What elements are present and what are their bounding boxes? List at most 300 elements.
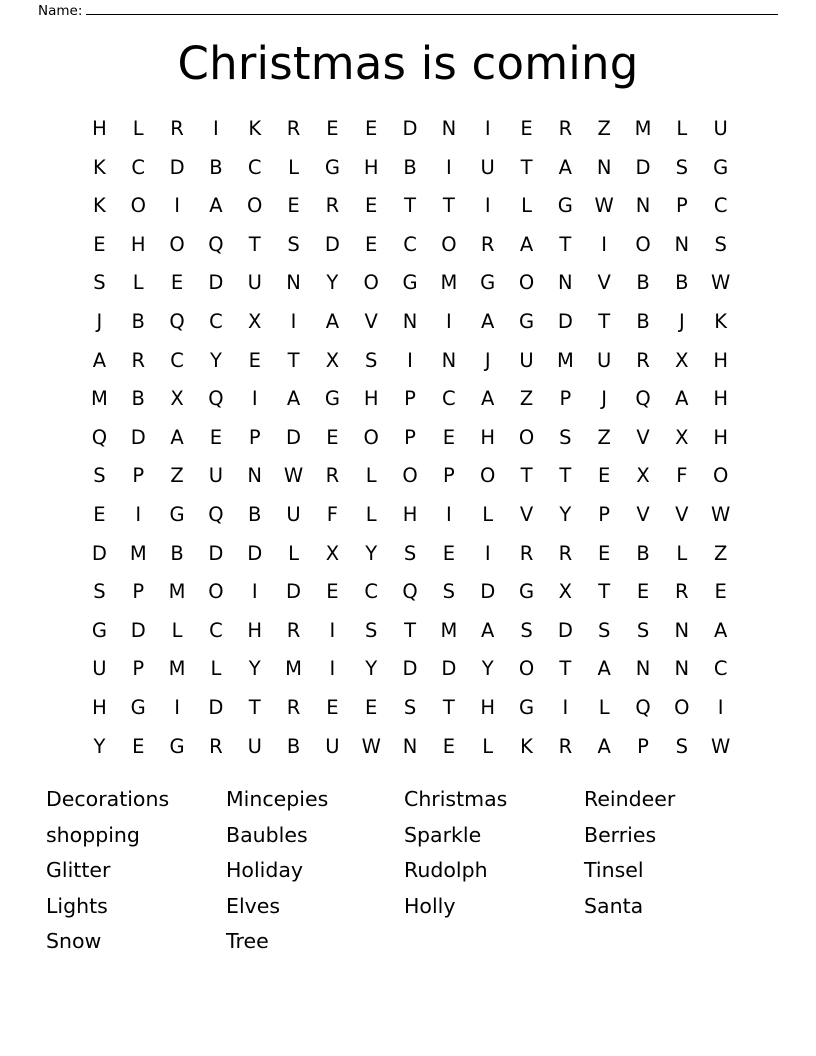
grid-cell[interactable]: D — [480, 580, 496, 604]
grid-cell[interactable]: S — [520, 618, 533, 642]
grid-cell[interactable]: L — [521, 194, 532, 218]
word-list-item[interactable]: Sparkle — [404, 822, 482, 847]
word-list-item[interactable]: Tree — [226, 929, 269, 954]
grid-cell[interactable]: P — [132, 657, 145, 681]
grid-cell[interactable]: E — [365, 194, 378, 218]
grid-cell[interactable]: Y — [326, 271, 339, 295]
grid-cell[interactable]: S — [93, 464, 106, 488]
grid-cell[interactable]: G — [324, 155, 340, 179]
grid-cell[interactable]: D — [557, 618, 573, 642]
grid-cell[interactable]: X — [248, 309, 262, 333]
word-list-item[interactable]: Reindeer — [584, 787, 676, 811]
grid-cell[interactable]: H — [92, 695, 107, 719]
grid-cell[interactable]: H — [247, 618, 263, 642]
grid-cell[interactable]: T — [598, 309, 611, 333]
grid-cell[interactable]: G — [557, 194, 573, 218]
grid-cell[interactable]: L — [482, 502, 494, 526]
grid-cell[interactable]: P — [132, 580, 145, 604]
grid-cell[interactable]: H — [713, 425, 728, 449]
grid-cell[interactable]: A — [209, 194, 223, 218]
grid-cell[interactable]: E — [287, 194, 300, 218]
grid-cell[interactable]: P — [248, 425, 261, 449]
grid-cell[interactable]: J — [484, 348, 491, 372]
grid-cell[interactable]: B — [675, 271, 689, 295]
grid-cell[interactable]: C — [247, 155, 262, 179]
grid-cell[interactable]: B — [248, 502, 262, 526]
grid-cell[interactable]: I — [329, 618, 336, 642]
grid-cell[interactable]: M — [285, 657, 302, 681]
grid-cell[interactable]: W — [711, 502, 731, 526]
grid-cell[interactable]: R — [209, 734, 223, 758]
grid-cell[interactable]: X — [675, 425, 689, 449]
grid-cell[interactable]: S — [287, 232, 300, 256]
grid-cell[interactable]: E — [520, 117, 533, 140]
grid-cell[interactable]: N — [558, 271, 573, 295]
grid-cell[interactable]: U — [208, 464, 224, 488]
grid-cell[interactable]: E — [93, 232, 106, 256]
grid-cell[interactable]: R — [286, 695, 301, 719]
grid-cell[interactable]: S — [675, 155, 689, 179]
grid-cell[interactable]: U — [247, 734, 262, 758]
grid-cell[interactable]: E — [442, 425, 456, 449]
grid-cell[interactable]: T — [442, 695, 455, 719]
grid-cell[interactable]: H — [363, 155, 379, 179]
grid-cell[interactable]: U — [713, 117, 728, 140]
grid-cell[interactable]: E — [365, 232, 378, 256]
grid-cell[interactable]: D — [208, 695, 224, 719]
grid-cell[interactable]: T — [559, 657, 572, 681]
grid-cell[interactable]: O — [402, 464, 418, 488]
grid-cell[interactable]: R — [170, 117, 184, 140]
grid-cell[interactable]: F — [326, 502, 338, 526]
grid-cell[interactable]: E — [93, 502, 106, 526]
word-list-item[interactable]: Santa — [584, 893, 644, 918]
grid-cell[interactable]: B — [636, 271, 650, 295]
grid-cell[interactable]: D — [91, 541, 107, 565]
grid-cell[interactable]: S — [597, 618, 611, 642]
grid-cell[interactable]: K — [93, 155, 106, 179]
grid-cell[interactable]: A — [325, 309, 340, 333]
grid-cell[interactable]: Q — [635, 695, 651, 719]
grid-cell[interactable]: I — [407, 348, 413, 372]
grid-cell[interactable]: E — [442, 734, 456, 758]
word-list-item[interactable]: Holly — [404, 893, 456, 918]
grid-cell[interactable]: A — [286, 387, 301, 411]
grid-cell[interactable]: P — [404, 425, 416, 449]
grid-cell[interactable]: O — [480, 464, 496, 488]
grid-cell[interactable]: U — [247, 271, 262, 295]
grid-cell[interactable]: B — [636, 541, 650, 565]
grid-cell[interactable]: I — [717, 695, 724, 719]
grid-cell[interactable]: E — [326, 695, 339, 719]
grid-cell[interactable]: U — [286, 502, 301, 526]
grid-cell[interactable]: Y — [365, 657, 378, 681]
grid-cell[interactable]: G — [324, 387, 340, 411]
grid-cell[interactable]: O — [712, 464, 729, 488]
grid-cell[interactable]: T — [404, 194, 416, 218]
grid-cell[interactable]: B — [286, 734, 301, 758]
grid-cell[interactable]: L — [132, 271, 144, 295]
grid-cell[interactable]: R — [519, 541, 534, 565]
grid-cell[interactable]: R — [675, 580, 689, 604]
grid-cell[interactable]: E — [326, 580, 339, 604]
grid-cell[interactable]: H — [363, 387, 379, 411]
grid-cell[interactable]: N — [402, 734, 418, 758]
grid-cell[interactable]: R — [480, 232, 495, 256]
grid-cell[interactable]: D — [286, 580, 302, 604]
grid-cell[interactable]: S — [636, 618, 650, 642]
grid-cell[interactable]: V — [364, 309, 378, 333]
grid-cell[interactable]: O — [441, 232, 457, 256]
grid-cell[interactable]: S — [365, 618, 378, 642]
grid-cell[interactable]: I — [251, 387, 258, 411]
grid-cell[interactable]: M — [91, 387, 108, 411]
grid-cell[interactable]: O — [169, 232, 185, 256]
grid-cell[interactable]: H — [92, 117, 107, 140]
grid-cell[interactable]: Q — [635, 387, 651, 411]
grid-cell[interactable]: K — [93, 194, 106, 218]
grid-cell[interactable]: I — [135, 502, 142, 526]
grid-cell[interactable]: D — [557, 309, 573, 333]
grid-cell[interactable]: I — [445, 155, 452, 179]
word-list-item[interactable]: Mincepies — [226, 787, 329, 811]
grid-cell[interactable]: N — [286, 271, 301, 295]
grid-cell[interactable]: E — [598, 464, 611, 488]
grid-cell[interactable]: O — [518, 271, 535, 295]
grid-cell[interactable]: M — [129, 541, 147, 565]
grid-cell[interactable]: C — [403, 232, 417, 256]
word-list-item[interactable]: Elves — [226, 893, 281, 918]
grid-cell[interactable]: Y — [365, 541, 378, 565]
grid-cell[interactable]: T — [248, 232, 261, 256]
grid-cell[interactable]: N — [247, 464, 263, 488]
grid-cell[interactable]: T — [287, 348, 300, 372]
grid-cell[interactable]: L — [132, 117, 144, 140]
grid-cell[interactable]: P — [559, 387, 572, 411]
grid-cell[interactable]: O — [247, 194, 263, 218]
grid-cell[interactable]: E — [326, 117, 339, 140]
grid-cell[interactable]: Q — [91, 425, 108, 449]
grid-cell[interactable]: B — [131, 387, 145, 411]
grid-cell[interactable]: G — [518, 580, 535, 604]
grid-cell[interactable]: W — [283, 464, 304, 488]
grid-cell[interactable]: D — [208, 271, 224, 295]
grid-cell[interactable]: S — [442, 580, 456, 604]
word-list-item[interactable]: Baubles — [226, 822, 308, 847]
grid-cell[interactable]: C — [713, 194, 728, 218]
grid-cell[interactable]: W — [711, 271, 731, 295]
grid-cell[interactable]: O — [363, 271, 379, 295]
word-list-item[interactable]: Holiday — [226, 858, 304, 883]
grid-cell[interactable]: L — [598, 695, 610, 719]
grid-cell[interactable]: I — [174, 194, 180, 218]
grid-cell[interactable]: Z — [519, 387, 534, 411]
word-list-item[interactable]: Rudolph — [404, 858, 488, 883]
grid-cell[interactable]: X — [170, 387, 184, 411]
grid-cell[interactable]: S — [714, 232, 727, 256]
grid-cell[interactable]: N — [635, 194, 651, 218]
grid-cell[interactable]: V — [519, 502, 534, 526]
grid-cell[interactable]: V — [636, 425, 650, 449]
grid-cell[interactable]: Q — [169, 309, 185, 333]
grid-cell[interactable]: T — [404, 618, 416, 642]
grid-cell[interactable]: L — [210, 657, 222, 681]
grid-cell[interactable]: N — [635, 657, 651, 681]
grid-cell[interactable]: Z — [597, 117, 611, 140]
grid-cell[interactable]: N — [674, 232, 690, 256]
grid-cell[interactable]: S — [675, 734, 689, 758]
grid-cell[interactable]: A — [597, 657, 611, 681]
grid-cell[interactable]: L — [288, 155, 299, 179]
grid-cell[interactable]: Y — [248, 657, 261, 681]
grid-cell[interactable]: O — [674, 695, 690, 719]
grid-cell[interactable]: B — [170, 541, 184, 565]
grid-cell[interactable]: W — [711, 734, 731, 758]
grid-cell[interactable]: I — [484, 194, 491, 218]
grid-cell[interactable]: W — [361, 734, 381, 758]
grid-cell[interactable]: R — [558, 117, 573, 140]
grid-cell[interactable]: B — [403, 155, 417, 179]
grid-cell[interactable]: G — [169, 502, 185, 526]
grid-cell[interactable]: G — [518, 309, 535, 333]
grid-cell[interactable]: V — [636, 502, 650, 526]
grid-cell[interactable]: D — [635, 155, 651, 179]
grid-cell[interactable]: C — [209, 618, 223, 642]
grid-cell[interactable]: A — [481, 387, 495, 411]
grid-cell[interactable]: G — [713, 155, 729, 179]
grid-cell[interactable]: R — [636, 348, 650, 372]
grid-cell[interactable]: M — [440, 618, 458, 642]
word-list-item[interactable]: Tinsel — [584, 858, 644, 883]
grid-cell[interactable]: K — [714, 309, 728, 333]
grid-cell[interactable]: N — [441, 117, 457, 140]
grid-cell[interactable]: I — [484, 117, 491, 140]
grid-cell[interactable]: B — [131, 309, 145, 333]
grid-cell[interactable]: H — [713, 348, 728, 372]
grid-cell[interactable]: D — [402, 657, 418, 681]
grid-cell[interactable]: T — [520, 155, 533, 179]
grid-cell[interactable]: Q — [208, 502, 224, 526]
grid-cell[interactable]: Z — [597, 425, 611, 449]
grid-cell[interactable]: U — [597, 348, 612, 372]
grid-cell[interactable]: A — [92, 348, 107, 372]
grid-cell[interactable]: W — [594, 194, 614, 218]
grid-cell[interactable]: C — [442, 387, 456, 411]
grid-cell[interactable]: Y — [93, 734, 106, 758]
grid-cell[interactable]: P — [132, 464, 145, 488]
grid-cell[interactable]: L — [482, 734, 494, 758]
grid-cell[interactable]: M — [168, 580, 186, 604]
grid-cell[interactable]: D — [247, 541, 263, 565]
grid-cell[interactable]: J — [601, 387, 608, 411]
grid-cell[interactable]: E — [714, 580, 727, 604]
grid-cell[interactable]: I — [290, 309, 297, 333]
grid-cell[interactable]: R — [558, 734, 573, 758]
grid-cell[interactable]: E — [170, 271, 184, 295]
grid-cell[interactable]: I — [562, 695, 569, 719]
grid-cell[interactable]: A — [597, 734, 611, 758]
grid-cell[interactable]: N — [674, 657, 690, 681]
grid-cell[interactable]: C — [209, 309, 223, 333]
grid-cell[interactable]: E — [248, 348, 261, 372]
grid-cell[interactable]: X — [558, 580, 573, 604]
grid-cell[interactable]: X — [675, 348, 689, 372]
grid-cell[interactable]: P — [442, 464, 455, 488]
grid-cell[interactable]: A — [713, 618, 728, 642]
grid-cell[interactable]: L — [676, 541, 688, 565]
word-list-item[interactable]: Lights — [46, 893, 108, 918]
grid-cell[interactable]: S — [403, 695, 417, 719]
grid-cell[interactable]: T — [248, 695, 261, 719]
grid-cell[interactable]: Y — [559, 502, 572, 526]
grid-cell[interactable]: A — [170, 425, 184, 449]
word-list-item[interactable]: Snow — [46, 929, 102, 954]
grid-cell[interactable]: T — [520, 464, 533, 488]
grid-cell[interactable]: M — [556, 348, 574, 372]
grid-cell[interactable]: I — [445, 309, 452, 333]
word-list-item[interactable]: shopping — [46, 822, 140, 847]
grid-cell[interactable]: R — [325, 464, 340, 488]
grid-cell[interactable]: P — [675, 194, 688, 218]
grid-cell[interactable]: O — [363, 425, 379, 449]
grid-cell[interactable]: G — [169, 734, 185, 758]
grid-cell[interactable]: J — [678, 309, 685, 333]
grid-cell[interactable]: E — [132, 734, 145, 758]
grid-cell[interactable]: G — [518, 695, 535, 719]
grid-cell[interactable]: B — [636, 309, 650, 333]
grid-cell[interactable]: I — [484, 541, 491, 565]
grid-cell[interactable]: O — [130, 194, 146, 218]
grid-cell[interactable]: O — [518, 657, 535, 681]
grid-cell[interactable]: A — [675, 387, 689, 411]
grid-cell[interactable]: D — [130, 618, 146, 642]
grid-cell[interactable]: M — [634, 117, 652, 140]
grid-cell[interactable]: E — [365, 117, 378, 140]
grid-cell[interactable]: D — [402, 117, 418, 140]
grid-cell[interactable]: T — [442, 194, 455, 218]
grid-cell[interactable]: H — [480, 695, 496, 719]
grid-cell[interactable]: I — [174, 695, 180, 719]
grid-cell[interactable]: I — [445, 502, 452, 526]
grid-cell[interactable]: E — [636, 580, 650, 604]
grid-cell[interactable]: I — [251, 580, 258, 604]
grid-cell[interactable]: Z — [713, 541, 728, 565]
grid-cell[interactable]: Z — [170, 464, 184, 488]
grid-cell[interactable]: T — [559, 232, 572, 256]
word-list-item[interactable]: Berries — [584, 822, 657, 847]
name-blank-line[interactable] — [86, 0, 778, 15]
grid-cell[interactable]: D — [169, 155, 185, 179]
grid-cell[interactable]: S — [403, 541, 417, 565]
grid-cell[interactable]: E — [209, 425, 223, 449]
grid-cell[interactable]: X — [325, 348, 340, 372]
grid-cell[interactable]: D — [324, 232, 340, 256]
grid-cell[interactable]: R — [286, 117, 301, 140]
grid-cell[interactable]: J — [96, 309, 103, 333]
grid-cell[interactable]: C — [364, 580, 379, 604]
grid-cell[interactable]: G — [480, 271, 496, 295]
grid-cell[interactable]: I — [213, 117, 219, 140]
grid-cell[interactable]: Q — [402, 580, 418, 604]
grid-cell[interactable]: R — [131, 348, 146, 372]
grid-cell[interactable]: O — [635, 232, 651, 256]
grid-cell[interactable]: A — [519, 232, 534, 256]
grid-cell[interactable]: L — [288, 541, 299, 565]
grid-cell[interactable]: F — [676, 464, 688, 488]
grid-cell[interactable]: H — [130, 232, 146, 256]
grid-cell[interactable]: P — [404, 387, 416, 411]
grid-cell[interactable]: H — [402, 502, 418, 526]
grid-cell[interactable]: Q — [208, 387, 224, 411]
grid-cell[interactable]: R — [286, 618, 301, 642]
grid-cell[interactable]: N — [441, 348, 457, 372]
grid-cell[interactable]: S — [559, 425, 572, 449]
grid-cell[interactable]: Y — [481, 657, 494, 681]
grid-cell[interactable]: R — [325, 194, 340, 218]
grid-cell[interactable]: L — [365, 502, 377, 526]
grid-cell[interactable]: K — [520, 734, 533, 758]
word-list-item[interactable]: Decorations — [46, 787, 170, 811]
grid-cell[interactable]: A — [481, 309, 495, 333]
grid-cell[interactable]: S — [365, 348, 378, 372]
grid-cell[interactable]: O — [518, 425, 535, 449]
grid-cell[interactable]: D — [441, 657, 457, 681]
grid-cell[interactable]: N — [674, 618, 690, 642]
grid-cell[interactable]: C — [131, 155, 146, 179]
grid-cell[interactable]: C — [170, 348, 184, 372]
grid-cell[interactable]: L — [365, 464, 377, 488]
grid-cell[interactable]: C — [713, 657, 728, 681]
grid-cell[interactable]: R — [558, 541, 573, 565]
grid-cell[interactable]: T — [559, 464, 572, 488]
grid-cell[interactable]: L — [676, 117, 688, 140]
grid-cell[interactable]: X — [636, 464, 650, 488]
grid-cell[interactable]: P — [598, 502, 611, 526]
grid-cell[interactable]: M — [440, 271, 458, 295]
grid-cell[interactable]: H — [713, 387, 728, 411]
grid-cell[interactable]: X — [325, 541, 340, 565]
grid-cell[interactable]: T — [598, 580, 611, 604]
grid-cell[interactable]: U — [519, 348, 534, 372]
grid-cell[interactable]: I — [329, 657, 336, 681]
grid-cell[interactable]: D — [286, 425, 302, 449]
grid-cell[interactable]: Y — [209, 348, 222, 372]
grid-cell[interactable]: L — [171, 618, 183, 642]
grid-cell[interactable]: M — [168, 657, 186, 681]
grid-cell[interactable]: E — [598, 541, 611, 565]
word-list-item[interactable]: Glitter — [46, 858, 111, 883]
grid-cell[interactable]: N — [402, 309, 418, 333]
grid-cell[interactable]: E — [326, 425, 339, 449]
grid-cell[interactable]: E — [365, 695, 378, 719]
grid-cell[interactable]: V — [597, 271, 611, 295]
grid-cell[interactable]: G — [91, 618, 107, 642]
grid-cell[interactable]: G — [402, 271, 418, 295]
grid-cell[interactable]: O — [208, 580, 224, 604]
grid-cell[interactable]: D — [130, 425, 146, 449]
grid-cell[interactable]: V — [675, 502, 689, 526]
grid-cell[interactable]: A — [558, 155, 573, 179]
grid-cell[interactable]: I — [601, 232, 608, 256]
grid-cell[interactable]: U — [92, 657, 107, 681]
word-list-item[interactable]: Christmas — [404, 787, 508, 811]
grid-cell[interactable]: B — [209, 155, 223, 179]
grid-cell[interactable]: S — [93, 580, 106, 604]
grid-cell[interactable]: D — [208, 541, 224, 565]
grid-cell[interactable]: U — [480, 155, 495, 179]
grid-cell[interactable]: U — [325, 734, 340, 758]
grid-cell[interactable]: H — [480, 425, 496, 449]
